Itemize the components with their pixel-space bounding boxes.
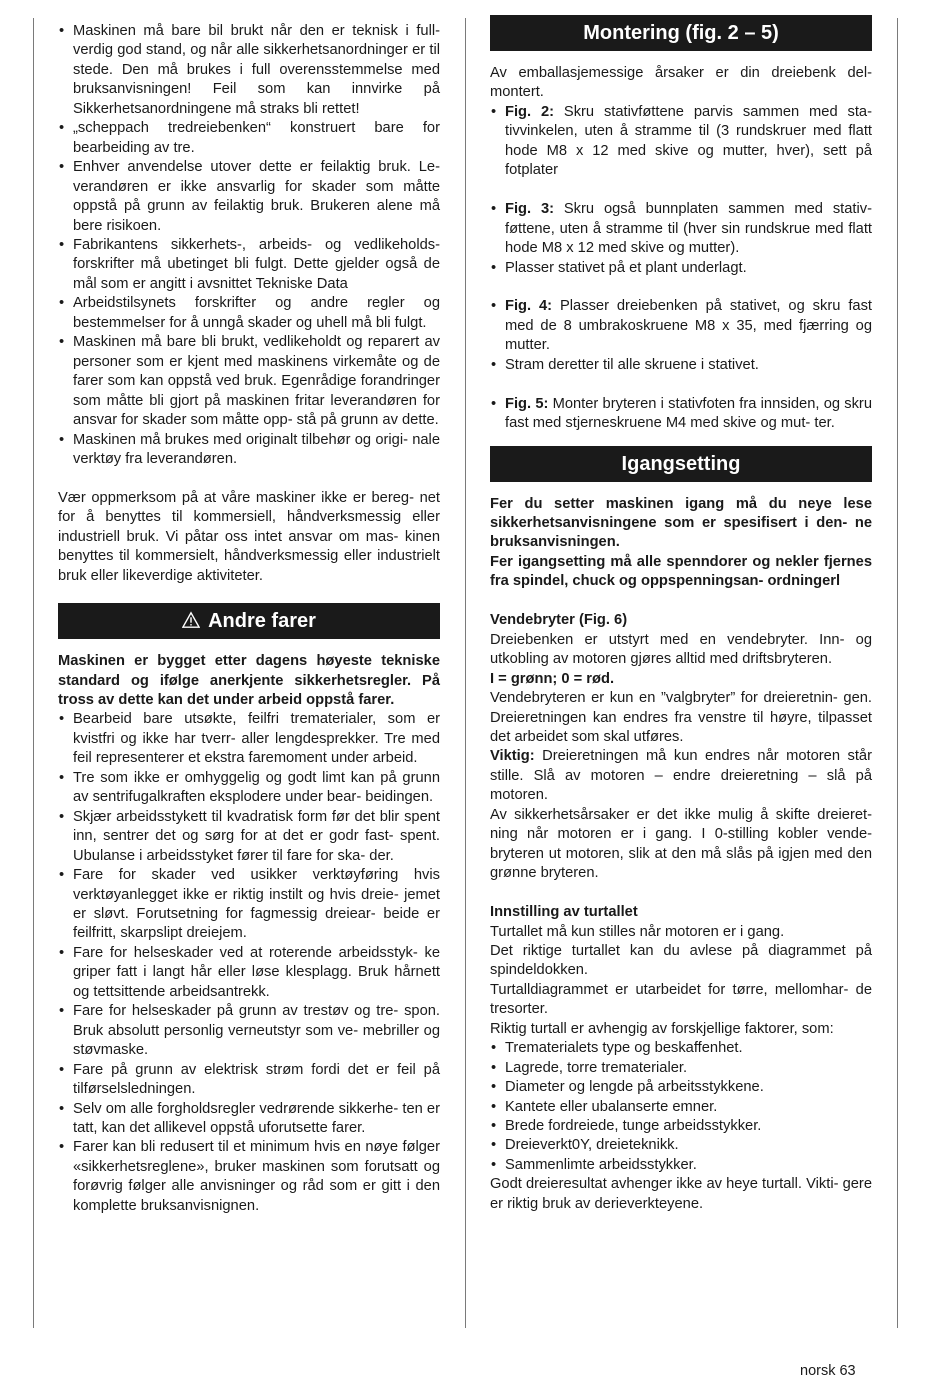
assembly-list-fig3 <box>490 200 872 278</box>
fig-text: Plasser dreiebenken på stativet, og skru fast med de 8 umbrakoskruene M8 x 35, med fjærring og mutter. <box>505 298 872 354</box>
list-item <box>490 103 872 181</box>
fig-label: Fig. 5: <box>505 395 549 412</box>
list-item: • Fabrikantens sikkerhets-, arbeids- og vedlikeholds- forskrifter må ubetinget bli fulgt. Dette gjelder også de mål som er angitt i avsnittet Tekniske Data <box>58 236 440 294</box>
list-item: • Selv om alle forgholdsregler vedrørende sikkerhe- ten er tatt, kan det allikevel oppstå uforutsette farer. <box>58 1100 440 1139</box>
right-margin-rule <box>897 18 898 1328</box>
heading-text: Andre farer <box>208 610 316 633</box>
list-item: • Farer kan bli redusert til et minimum hvis en nøye følger «sikkerhetsreglene», bruker maskinen som forutsatt og forøvrig følger alle anvisninger og råd som er gitt i den komplette bruksanvisnignen. <box>58 1138 440 1216</box>
assembly-list-fig2 <box>490 103 872 181</box>
left-margin-rule <box>33 18 34 1328</box>
switch-color-legend: I = grønn; 0 = rød. <box>490 670 615 687</box>
commercial-use-note: Vær oppmerksom på at våre maskiner ikke er bereg- net for å benyttes til kommersiell, håndverksmessig eller industriell bruk. Vi påtar oss intet ansvar om mas- kinen benyttes til kommersielt, håndverksmessig eller industrielt bruk eller likeverdige aktiviteter. <box>58 489 440 584</box>
subheading-turtall: Innstilling av turtallet <box>490 904 638 921</box>
list-item: • Plasser stativet på et plant underlagt. <box>490 259 872 278</box>
section-heading-igangsetting: Igangsetting <box>490 446 872 482</box>
fig-text: Monter bryteren i stativfoten fra innsiden, og skru fast med stjerneskruene M4 med skive og mut- ter. <box>505 395 872 432</box>
usage-rules-list <box>58 22 440 469</box>
list-item <box>490 395 872 434</box>
list-item: • Brede fordreiede, tunge arbeidsstykker. <box>490 1117 872 1136</box>
list-item: • Tre som ikke er omhyggelig og godt limt kan på grunn av sentrifugalkraften eksplodere under bear- beidingen. <box>58 769 440 808</box>
fig-label: Fig. 3: <box>505 201 555 218</box>
paragraph: Vendebryteren er kun en ”valgbryter” for dreieretnin- gen. Dreieretningen kan endres fra venstre til høyre, tilpasset det arbeidet som skal utføres. <box>490 690 872 745</box>
paragraph: Turtalldiagrammet er utarbeidet for tørre, mellomhar- de tresorter. <box>490 981 872 1018</box>
list-item: • Maskinen må bare bli brukt, vedlikeholdt og reparert av personer som er kjent med maskinens virkemåte og de farer som kan oppstå ved bruk. Egenrådige forandringer som måtte bli gjort på maskinen fritar leverandøren for ansvar for skader som måtte opp- stå på grunn av dette. <box>58 333 440 430</box>
list-item: • „scheppach tredreiebenken“ konstruert bare for bearbeiding av tre. <box>58 119 440 158</box>
assembly-list-fig5 <box>490 395 872 434</box>
list-item <box>490 200 872 258</box>
assembly-list-fig4 <box>490 297 872 375</box>
section-heading-montering: Montering (fig. 2 – 5) <box>490 15 872 51</box>
list-item: • Bearbeid bare utsøkte, feilfri trematerialer, som er kvistfri og ikke har tverr- aller lengdesprekker. Tre med feil representerer et ekstra faremoment under arbeid. <box>58 710 440 768</box>
paragraph: Dreiebenken er utstyrt med en vendebryter. Inn- og utkobling av motoren gjøres alltid med driftsbryteren. <box>490 631 872 668</box>
list-item: • Lagrede, torre trematerialer. <box>490 1059 872 1078</box>
list-item: • Skjær arbeidsstykett til kvadratisk form før det blir spent inn, sentrer det og sørg for at det er godr fast- spent. Ubulanse i arbeidsstyket fører til fare for ska- der. <box>58 808 440 866</box>
list-item: • Maskinen må brukes med originalt tilbehør og origi- nale verktøy fra leverandøren. <box>58 431 440 470</box>
fig-text: Skru stativføttene parvis sammen med sta- tivvinkelen, uten å stramme til (3 rundskruer med flatt hode M8 x 12 med skive og mutter, hver), sett på fotplater <box>505 103 872 179</box>
left-column <box>58 22 440 1216</box>
list-item: • Kantete eller ubalanserte emner. <box>490 1098 872 1117</box>
paragraph: Turtallet må kun stilles når motoren er i gang. <box>490 923 785 940</box>
paragraph: Det riktige turtallet kan du avlese på diagrammet på spindeldokken. <box>490 942 872 979</box>
hazards-list <box>58 710 440 1216</box>
fig-text: Skru også bunnplaten sammen med stativ- føttene, uten å stramme til (hver sin rundskrue med flatt hode M8 x 12 med skive og mutter). <box>505 201 872 257</box>
list-item: • Fare for helseskader ved at roterende arbeidsstyk- ke griper fatt i langt hår eller løse klesplagg. Bruk hårnett og tettsittende arbeidsantrekk. <box>58 944 440 1002</box>
list-item: • Fare for helseskader på grunn av trestøv og tre- spon. Bruk absolutt personlig verneutstyr som ve- mebriller og støvmaske. <box>58 1002 440 1060</box>
fig-label: Fig. 2: <box>505 103 555 120</box>
paragraph: Godt dreieresultat avhenger ikke av heye turtall. Vikti- gere er riktig bruk av derieverkteyene. <box>490 1176 872 1212</box>
startup-warning-2: Fer igangsetting må alle spenndorer og nekler fjernes fra spindel, chuck og oppspenningsan- ordningerl <box>490 553 872 590</box>
list-item <box>490 297 872 355</box>
right-column <box>490 15 872 1214</box>
list-item: • Arbeidstilsynets forskrifter og andre regler og bestemmelser for å unngå skader og uhell må bli fulgt. <box>58 294 440 333</box>
hazards-intro: Maskinen er bygget etter dagens høyeste tekniske standard og ifølge anerkjente sikkerhetsregler. På tross av dette kan det under arbeid oppstå farer. <box>58 653 440 709</box>
list-item: • Maskinen må bare bil brukt når den er teknisk i full- verdig god stand, og når alle sikkerhetsanordninger er til stede. Den må brukes i full overensstemmelse med bruksanvisningen! Feil som kan innvirke på Sikkerhetsanordningene må straks bli rettet! <box>58 22 440 119</box>
list-item: • Fare for skader ved usikker verktøyføring hvis verktøyanlegget ikke er riktig instilt og hvis dreie- jemet er sløvt. Forutsetning for fagmessig dreiear- beide er feilfritt, skarpslipt dreiejem. <box>58 866 440 944</box>
column-divider-rule <box>465 18 466 1328</box>
important-label: Viktig: <box>490 748 535 765</box>
paragraph <box>490 747 872 805</box>
page-footer: norsk 63 <box>800 1363 856 1379</box>
list-item: • Fare på grunn av elektrisk strøm fordi det er feil på tilførselsledningen. <box>58 1061 440 1100</box>
speed-factors-list <box>490 1039 872 1175</box>
assembly-intro: Av emballasjemessige årsaker er din dreiebenk del- montert. <box>490 65 872 101</box>
list-item: • Diameter og lengde på arbeitsstykkene. <box>490 1078 872 1097</box>
section-heading-andre-farer <box>58 603 440 639</box>
list-item: • Sammenlimte arbeidsstykker. <box>490 1156 872 1175</box>
list-item: • Dreieverkt0Y, dreieteknikk. <box>490 1136 872 1155</box>
warning-triangle-icon <box>182 611 200 629</box>
list-item: • Trematerialets type og beskaffenhet. <box>490 1039 872 1058</box>
paragraph: Riktig turtall er avhengig av forskjellige faktorer, som: <box>490 1020 834 1037</box>
list-item: • Enhver anvendelse utover dette er feilaktig bruk. Le- verandøren er ikke ansvarlig for skader som måtte oppstå på grunn av feilaktig bruk. Brukeren alene må bere risikoen. <box>58 158 440 236</box>
fig-label: Fig. 4: <box>505 298 553 315</box>
list-item: • Stram deretter til alle skruene i stativet. <box>490 356 872 375</box>
important-text: Dreieretningen må kun endres når motoren står stille. Slå av motoren – endre dreieretning – slå på motoren. <box>490 748 872 804</box>
subheading-vendebryter: Vendebryter (Fig. 6) <box>490 612 628 629</box>
paragraph: Av sikkerhetsårsaker er det ikke mulig å skifte dreieret- ning når motoren er i gang. I 0-stilling kobler vende- bryteren ut motoren, slik at den må slås på igjen med den grønne bryteren. <box>490 806 872 882</box>
startup-warning-1: Fer du setter maskinen igang må du neye lese sikkerhetsanvisningene som er spesifisert i den- ne bruksanvisningen. <box>490 495 872 551</box>
